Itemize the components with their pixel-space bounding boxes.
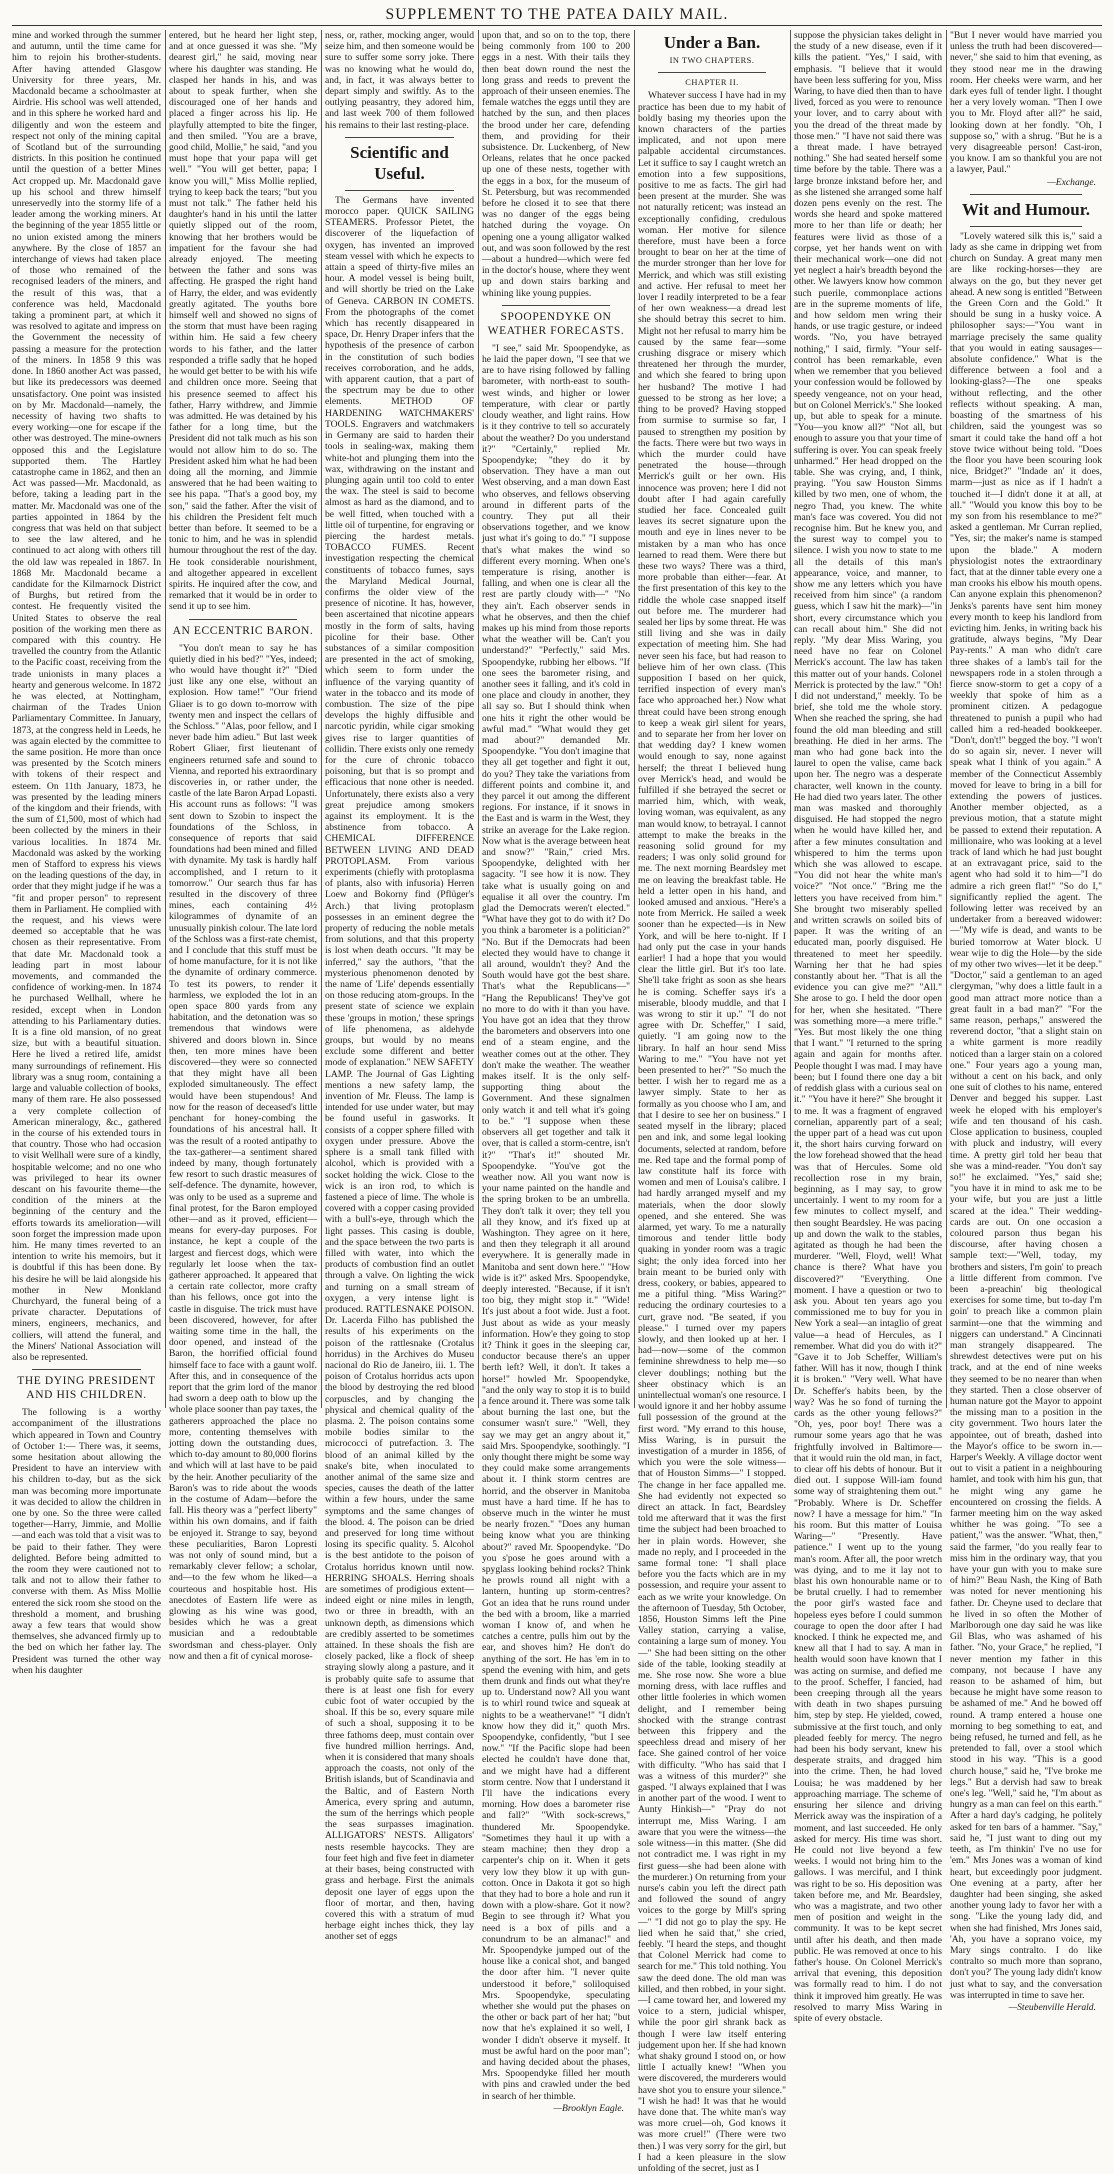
- eccentric-baron-headline: AN ECCENTRIC BARON.: [172, 624, 314, 637]
- scientific-useful-headline: Scientific and Useful.: [350, 142, 449, 183]
- section-rule: [32, 1369, 141, 1370]
- wit-humour-text: "Lovely watered silk this is," said a lady as she came in dripping wet from church on Sunday. A great many men are like rocking-horses—they are always on the go, but they never get ahead. A new song is entitled "Between the Green Corn and the Gold." It should be sung in a husky voice. A philosopher says:—"You want in marriage precisely the same quality that you would in eating sausages—absolute confidence." What is the difference between a fool and a looking-glass?—The one speaks without reflecting, and the other reflects without speaking. A man, boasting of the smartness of his children, said the youngest was so smart it could take the hand off a hot stove twice without being told. "Does the floor you have been scouring look nice, Bridget?" "Indade an' it does, marm—just as nice as if I hadn't a touched it—I didn't done it at all, at all." "Would you know this boy to be my son from his resemblance to me?" asked a gentleman. Mr Curran replied, "Yes, sir; the maker's name is stamped upon the blade." A modern physiologist notes the extraordinary fact, that at the dinner table every one a man crooks his elbow his mouth opens. Can anyone explain this phenomenon? Jenks's parents have sent him money every month to keep his landlord from evicting him. Jenks, in writing back his gratitude, always begins, "My Dear Pay-rents." A man who didn't care three shakes of a lamb's tail for the newspapers rode in a stolen through a fierce snow-storm to get a copy of a weekly that spoke of him as a prominent citizen. A pedagogue threatened to punish a pupil who had called him a red-headed bookkeeper. "Don't, don't!" begged the boy. "I won't do so again sir, never. I never will speak what I think of you again." A member of the Connecticut Assembly moved for leave to bring in a bill for extending the powers of justices. Another member objected, as a previous motion, that a statute might be passed to extend their reputation. A millionaire, who was looking at a level track of land which he had just bought at an extravagant price, said to the agent who had sold it to him—"I do admire a rich green flat!" "So do I," significantly replied the agent. The following letter was received by an undertaker from a bereaved widower:—"My wife is dead, and wants to be buried tomorrow at Water block. U wear wije to dig the Hole—by the side of my other two wives—let it be deep." "Doctor," said a gentleman to an aged clergyman, "why does a little fault in a good man attract more notice than a great fault in a bad man?" "For the same reason, perhaps," answered the reverend doctor, "that a slight stain on a white garment is more readily noticed than a larger stain on a colored one." Four years ago a young man, without a cent on his back, and only one suit of clothes to his name, entered Denver and begged his supper. Last week he eloped with his employer's wife and ten thousand of his cash. Close application to business, coupled with pluck and industry, will every time. A pretty girl told her beau that she was a mind-reader. "You don't say so!" he exclaimed. "Yes," said she; "you have it in mind to ask me to be your wife, but you are just a little scared at the idea." Their wedding-cards are out. On one occasion a coloured parson thus began his discourse, after having chosen a sample text:—"Well, today, my brothers and sisters, I'm goin' to preach a little different from common. I've been a-preachin' big theological exercises for some time, but to-day I'm goin' to preach like a common plain sarmint—one that the wimming and niggers can understand." A Cincinnati man strangely disappeared. The shrewdest detectives were put on his track, and at the end of nine weeks they seemed to be no nearer than when they started. Then a close observer of human nature got the Mayor to appoint the missing man to a position in the city government. Two hours later the appointee, out of breath, dashed into the Mayor's office to be sworn in.—Harper's Weekly. A village doctor went out to visit a patient in a neighbouring hamlet, and took with him his gun, that he might wing any game he encountered on crossing the fields. A farmer meeting him on the way asked whither he was going. "To see a patient," was the answer. "What, then," said the farmer, "do you really fear to miss him in the ordinary way, that you have your gun with you to make sure of him?" Beau Nash, the King of Bath was noted for never mentioning his father. Dr. Cheyne used to declare that he lived in so often the Mother of Marlborough one day said he was like Gil Blas, who was ashamed of his father. "No, your Grace," he replied, "I never mention my father in this company, not because I have any reason to be ashamed of him, but because he might have some reason to be ashamed of me." And he bowed off round. A tramp entered a house one morning to beg something to eat, and being refused, he turned and fell, as he pretended to fall, over a stool which stood in his way. "This is a good church house," said he, "I've broke me legs." But a dervish had saw to break one's leg. "Well," said he, "I'm about as hungry as a man can feel on this earth." After a hard day's cadging, he politely asked for ten bars of a hammer. "Say," said he, "I just want to ding out my teeth, as I'm thinkin' I've no use for 'em." Mrs Jones was a woman of kind heart, but exceedingly poor judgment. One evening at a party, after her daughter had been singing, she asked another young lady to favor her with a song. "Like the young lady did, and when she had finished, Mrs Jones said, 'Ah, you have a soprano voice, my Mary sings contralto. I do like contralto so much more than soprano, don't you?' The young lady didn't know just what to say, and the conversation was interrupted in time to save her.: [950, 230, 1102, 2001]
- wit-humour-headline: Wit and Humour.: [961, 199, 1090, 219]
- column-2: [169, 30, 317, 1662]
- alligator-nests-continued: upon that, and so on to the top, there being commonly from 100 to 200 eggs in a nest. With their tails they then beat down round the nest the long grass and reeds to prevent the approach of their unseen enemies. The female watches the eggs until they are hatched by the sun, and then places the brood under her care, defending them, and providing for their subsistence. Dr. Luckenberg, of New Orleans, relates that he once packed up one of these nests, together with the eggs in a box, for the museum of St. Petersburg, but was recommended before he closed it to see that there was no danger of the eggs being hatched during the voyage. On opening one a young alligator walked out, and was soon followed by the rest—about a hundred—which were fed in the doctor's house, where they went up and down stairs barking and whining like young puppies.: [482, 30, 630, 299]
- column-5: [638, 30, 786, 2174]
- spoopendyke-credit: —Brooklyn Eagle.: [553, 2102, 624, 2114]
- eccentric-baron-text: "You don't mean to say he has quietly died in his bed?" "Yes, indeed; who would have thought it?" "Died just like any one else, without an explosion. How tame!" "Our friend Gliaer is to go down to-morrow with twenty men and inspect the cellars of the Schloss." "Alas, poor fellow, and I never bade him adieu." But last week Robert Gliaer, first lieutenant of engineers returned safe and sound to Vienna, and reported his extraordinary discoveries in, or rather under, the castle of the late Baron Arpad Lopasti. His account runs as follows: "I was sent down to Szobin to inspect the foundations of the Schloss, in consequence of reports that said foundations had been mined and filled with dynamite. My task is hardly half accomplished, and I return to it tomorrow." Our search thus far has resulted in the discovery of three mines, each containing 4½ kilogrammes of dynamite of an unusually pinkish colour. The late lord of the Schloss was a first-rate chemist, and I conclude that this stuff must be of home manufacture, for it is not like the dynamite of ordinary commerce. To test its powers, to render it harmless, we exploded the lot in an open space 800 yards from any habitation, and the detonation was so tremendous that windows were shivered and doors blown in. Since then, ten more mines have been discovered—they were so connected that they might have all been exploded simultaneously. The effect would have been stupendous! And now for the reason of deceased's little penchant for honey-combing the foundations of his ancestral hall. It was the result of a rooted antipathy to the tax-gatherer—a sentiment shared indeed by many, though fortunately few resort to such drastic measures of self-defence. The dynamite, however, was only to be used as a supreme and final protest, for the Baron employed other—and as it proved, efficient—means for every-day purposes. For instance, he kept a couple of the largest and fiercest dogs, which were regularly let loose when the tax-gatherer approached. It appeared that a certain rate collector, more crafty than his fellows, once got into the castle in disguise. The trick must have been discovered, however, for after waiting some time in the hall, the door opened, and instead of the Baron, the horrified official found himself face to face with a gaunt wolf. After this, and in consequence of the report that the grim lord of the manor had sworn a deep oath to blow up the whole place sooner than pay taxes, the gatherers approached the place no more, contenting themselves with jotting down the outstanding dues, which to-day amount to 80,000 florins and which will at last have to be paid by the heir. Another peculiarity of the Baron's was to ride about the woods in the costume of Adam—before the fall. His theory was a "perfect liberty" within his own domains, and if faith be enjoyed it. Strange to say, beyond these peculiarities, Baron Lopresti was not only of sound mind, but a remarkably clever fellow; a scholar, and—to the few whom he liked—a courteous and hospitable host. His anecdotes of Eastern life were as glowing as his wine was good, besides which he was a great musician and a redoubtable swordsman and chess-player. Only now and then a fit of cynical morose-: [169, 642, 317, 1662]
- column-1: [12, 30, 161, 1676]
- section-rule: [189, 619, 297, 620]
- column-7: [950, 30, 1102, 2013]
- section-rule: [345, 137, 454, 138]
- dying-president-headline: THE DYING PRESIDENT AND HIS CHILDREN.: [17, 1375, 156, 1402]
- section-rule: [970, 194, 1082, 195]
- column-6: [794, 30, 942, 2024]
- scientific-useful-text: The Germans have invented morocco paper. QUICK SAILING STEAMERS. Professor Pietet, the discoverer of the liquefaction of oxygen, has invented an improved steam vessel with which he expects to attain a speed of thirty-five miles an hour. A model vessel is being built, and will shortly be tried on the Lake of Geneva. CARBON IN COMETS. From the photographs of the comet which has recently disappeared in space, Dr. Henry Draper infers that the hypothesis of the presence of carbon in the constitution of such bodies receives corroboration, and he adds, with apparent caution, that a part of the spectrum may be due to other elements. METHOD OF HARDENING WATCHMAKERS' TOOLS. Engravers and watchmakers in Germany are said to harden their tools in sealing-wax, making them white-hot and plunging them into the wax, withdrawing on the instant and plunging again until too cold to enter the wax. The steel is said to become almost as hard as the diamond, and to be well fitted, when touched with a little oil of turpentine, for engraving or piercing the hardest metals. TOBACCO FUMES. Recent investigation respecting the chemical constituents of tobacco fumes, says the Maryland Medical Journal, confirms the older view of the presence of nicotine. It has, however, been ascertained that nicotine appears mostly in the form of salts, having picoline for their base. Other substances of a similar composition are presented in the act of smoking, which seem to form under the influence of the varying quantity of water in the tobacco and its mode of combustion. The size of the pipe develops the highly diffusible and narcotic pyridin, while cigar smoking gives rise to larger quantities of collidin. There exists only one remedy for the cure of chronic tobacco poisoning, but that is so prompt and efficacious that none other is needed. Unfortunately, there exists also a very great prejudice among smokers against its employment. It is the abstinence from tobacco. A CHEMICAL DIFFERENCE BETWEEN LIVING AND DEAD PROTOPLASM. From various experiments (chiefly with protoplasma of plants, also with infusoria) Herren Loew and Bokorny find (Pflüger's Arch.) that living protoplasm possesses in an eminent degree the property of reducing the noble metals from solutions, and that this property is lost when death occurs. "It may be inferred," say the authors, "that the mysterious phenomenon denoted by the name of 'Life' depends essentially on those reducing atom-groups. In the present state of science we explain these 'groups in motion,' these springs of life phenomena, as aldehyde groups, but would by no means exclude some different and better mode of explanation." NEW SAFETY LAMP. The Journal of Gas Lighting mentions a new safety lamp, the invention of Mr. Fleuss. The lamp is intended for use under water, but may be found useful in gasworks. It consists of a copper sphere filled with oxygen under pressure. Above the sphere is a small tank filled with alcohol, which is provided with a socket holding the wick. Close to the wick is an iron rod, to which is fastened a piece of lime. The whole is covered with a copper casing provided with a bull's-eye, through which the light passes. This casing is double, and the space between the two parts is filled with water, into which the products of combustion find an outlet through a valve. On lighting the wick and turning on a small stream of oxygen, a very intense light is produced. RATTLESNAKE POISON. Dr. Lacerda Filho has published the results of his experiments on the poison of the rattlesnake (Crotalus horridus) in the Archives do Museu nacional do Rio de Janeiro, iii. 1. The poison of Crotalus horridus acts upon the blood by destroying the red blood corpuscles, and by changing the physical and chemical quality of the plasma. 2. The poison contains some mobile bodies similar to the micrococci of putrefaction. 3. The blood of an animal killed by the snake's bite, when inoculated to another animal of the same size and species, causes the death of the latter within a few hours, under the same symptoms and the same changes of the blood. 4. The poison can be dried and preserved for long time without losing its specific quality. 5. Alcohol is the best antidote to the poison of Crotalus horridus known until now. HERRING SHOALS. Herring shoals are sometimes of prodigious extent—indeed eight or nine miles in length, two or three in breadth, with an unknown depth, as dimensions which are credibly asserted to be sometimes attained. In these shoals the fish are closely packed, like a flock of sheep straying slowly along a pasture, and it is probably quite safe to assume that there is at least one fish for every cubic foot of water occupied by the shoal. If this be so, every square mile of such a shoal, supposing it to be three fathoms deep, must contain over five hundred million herrings. And, when it is considered that many shoals approach the coasts, not only of the British islands, but of Scandinavia and the Baltic, and of Eastern North America, every spring and autumn, the sum of the herrings which people the seas surpasses imagination. ALLIGATORS' NESTS. Alligators' nests resemble haycocks. They are four feet high and five feet in diameter at their bases, being constructed with grass and herbage. First the animals deposit one layer of eggs upon the floor of mortar, and then, having covered this with a stratum of mud herbage eight inches thick, they lay another set of eggs: [325, 194, 474, 1943]
- column-rule: [321, 30, 322, 1408]
- wit-humour-credit: —Steubenville Herald.: [1008, 2001, 1096, 2013]
- masthead: SUPPLEMENT TO THE PATEA DAILY MAIL.: [385, 6, 729, 23]
- column-rule: [946, 30, 947, 1408]
- section-rule: [502, 305, 610, 306]
- masthead-rule: [12, 25, 1102, 26]
- under-a-ban-headline: Under a Ban.: [663, 33, 761, 52]
- column-rule: [478, 30, 479, 1408]
- under-a-ban-ending: "But I never would have married you unless the truth had been discovered—never," she said to him that evening, as they stood near me in the drawing room. Her cheeks were warm, and her dark eyes full of tender light. I thought her a very lovely woman. "Then I owe you to Mr. Floyd after all?" he said, looking down at her fondly. "Oh, I suppose so," with a shrug. "But he is a very disagreeable person! Cast-iron, you know. I am so thankful you are not a lawyer, Paul.": [950, 30, 1102, 176]
- under-a-ban-subtitle: IN TWO CHAPTERS.: [669, 56, 755, 65]
- under-a-ban-text: Whatever success I have had in my practice has been due to my habit of boldly basing my theories upon the known characters of the parties implicated, and not upon mere palpable accidental circumstances. Let it suffice to say I caught wretch an emotion into a few suppositions, positive to me as facts. The girl had been present at the murder. She was not naturally reticent; was instead an exceptionally confiding, credulous woman. Her motive for silence therefore, must have been a force brought to bear on her at the time of the murder stronger than her love for Merrick, and which was still existing and active. Her refusal to meet her lover I readily interpreted to be a fear of her own weakness—a dread lest she should betray this secret to him. Might not her refusal to marry him be caused by the same fear—some crushing disgrace or misery which threatened her through the murder, and which she feared to bring upon her husband? The motive I had guessed to be strong as her love; a thing to be proved? Having stopped from surmise to surmise so far, I paused to strengthen my position by the facts. There were but two ways in which the murder could have penetrated the house—through Merrick's guilt or her own. His innocence was proven; here I did not doubt after I had again carefully studied her face. Concealed guilt leaves its secret signature upon the mouth and eye in lines never to be mistaken by a man who has once learned to read them. Were there but these two ways? There was a third, more probable than either—fear. At the first presentation of this key to the riddle the whole case snapped itself out before me. The murderer had sealed her lips by some threat. He was still living and she was in daily expectation of meeting him. She had never seen his face, but had reason to believe him of her own class. (This supposition I based on her quick, terrified inspection of every man's face who approached her.) Now what threat could have been strong enough to keep a weak girl silent for years, and to separate her from her lover on that wedding day? I knew women would enough to say, none against herself; the threat I believed hung over Merrick's head, and would be fulfilled if she betrayed the secret or married him, which, with weak, loving woman, was equivalent, as any man would know, to betrayal. I cannot attempt to make the breaks in the reasoning solid ground for my readers; I was only solid ground for me. The next morning Beardsley met me on leaving the breakfast table. He held a letter open in his hand, and looked amused and anxious. "Here's a note from Merrick. He sailed a week sooner than he expected—is in New York, and will be here to-night. If I had only put the case in your hands earlier! I had a hope that you would clear the little girl. But it's too late. She'll take fright as soon as she hears he is coming. Scheffer says it's a miserable, bloody muddle, and that I was wrong to stir it up." "I do not agree with Dr. Scheffer," I said, quietly. "I am going now to the library. In half an hour send Miss Waring to me." "You have not yet been presented to her?" "So much the better. I wish her to regard me as a lawyer simply. State to her as formally as you choose who I am, and that I desire to see her on business." I seated myself in the library; placed pen and ink, and some legal looking documents, selected at random, before me. Red tape and the formal pomp of law constitute half its force with women and men of Louisa's calibre. I had hardly arranged myself and my materials, when the door slowly opened, and she entered. She was alarmed, yet wary. To me a naturally timorous and tender little body quaking in yonder room was a tragic sight; the only idea forced into her brain meant to be buried only with dress, cookery, or babies, appeared to me a pitiful thing. "Miss Waring?" reducing the ordinary courtesies to a curt, grave nod. "Be seated, if you please." I turned over my papers slowly, and then looked up at her. I had—now—some of the common feminine shrewdness to help me—so clever doublings; nothing but the sheer obstinacy which is an unintellectual woman's one resource. I would ignore it and her hobby assume full possession of the ground at the first word. "My errand to this house, Miss Waring, is in pursuit the investigation of a murder in 1856, of which you were the sole witness—that of Houston Simms—" I stopped. The change in her face appalled me. She had evidently not expected so direct an attack. In fact, Beardsley told me afterward that it was the first time the subject had been broached to her in plain words. However, she made no reply, and I proceeded in the same formal tone: "I shall place before you the facts which are in my possession, and require your assent to each as we write your knowledge. On the afternoon of Tuesday, 5th October, 1856, Houston Simms left the Pine Valley station, carrying a valise, containing a large sum of money. You—" She had been sitting on the other side of the table, looking steadily at me. She rose now. She wore a blue morning dress, with lace ruffles and other little fooleries in which women delight, and I remember being shocked with the strange contrast between this frippery and the speechless dread and misery of her face. She gained control of her voice with difficulty. "Who has said that I was a witness of this murder?" she gasped. "I always explained that I was in another part of the wood. I went to Aunty Hinkish—" "Pray do not interrupt me, Miss Waring. I am aware that you were the witness—the sole witness—in this matter. (She did not contradict me. I was right in my first guess—she had been alone with the murderer.) On returning from your nurse's cabin you left the direct path and followed the sound of angry voices to the gorge by Mill's spring—" "I did not go to play the spy. He lied when he said that," she cried, feebly. "I heard the steps, and thought that Colonel Merrick had come to search for me." This told nothing. You saw the deed done. The old man was killed, and then robbed, in your sight.—I came toward her, and lowered my voice to a stern, judicial whisper, while the poor girl shrank back as though I were law itself entering judgement upon her. If she had known what shaky ground I stood on, or how little I actually knew! "When you were discovered, the murderers would have shot you to ensure your silence." "I wish he had! It was that he would have done that. The white man's way was more cruel—oh, God knows it was more cruel!" (There were two then.) I was very sorry for the girl, but I had a keen pleasure in the slow unfolding of the secret, just as I: [638, 90, 786, 2174]
- column-rule: [165, 30, 166, 1408]
- spoopendyke-headline: SPOOPENDYKE ON WEATHER FORECASTS.: [487, 310, 625, 337]
- column-4: [482, 30, 630, 2114]
- macdonald-obituary-text: mine and worked through the summer and autumn, until the time came for him to rejoin his brother-students. After having attended Glasgow University for three years, Mr. Macdonald became a schoolmaster at Airdrie. His school was well attended, and in this sphere he worked hard and diligently and won the esteem and respect not only of the mining capital of Scotland but of the surrounding districts. In this position he continued until the question of a better Mines Act cropped up. Mr. Macdonald gave up his school and threw himself unreservedly into the stormy life of a leader among the working miners. At the beginning of the year 1855 little or no union existed among the miners anywhere. By the close of 1857 an interchange of views had taken place of those who remained of the recognised leaders of the miners, and the result of this was, that a conference was held, Macdonald taking a prominent part, at which it was resolved to agitate and impress on the Government the necessity of passing a measure for the protection of the miners. In 1858 9 this was done. In 1860 another Act was passed, but like its predecessors was deemed unsatisfactory. One point was insisted on by Mr. Macdonald—namely, the necessity of having two shafts to every working—one for escape if the other was destroyed. The mine-owners opposed this and the Legislature supported them. The Hartley catastrophe came in 1862, and then an Act was passed—Mr. Macdonald, as before, taking a leading part in the matter. Mr. Macdonald was one of the parties appointed in 1864 by the congress that was held on that subject to see the law altered, and he continued to act along with others till the old law was repealed in 1867. In 1868 Mr. Macdonald became a candidate for the Kilmarnock District of Burghs, but retired from the contest. He frequently visited the United States to observe the real position of the working men there as compared with this country. He travelled the country from the Atlantic to the Pacific coast, receiving from the trade unionists in many places a hearty and generous welcome. In 1872 he was elected, at Nottingham, chairman of the Trades Union Parliamentary Committee. In January, 1873, at the congress held in Leeds, he was again elected by the committee to the same position. He more than once was presented by the Scotch miners with tokens of their respect and esteem. On 11th January, 1873, he was presented by the leading miners of the kingdom and their friends, with the sum of £1,500, most of which had been collected by the miners in their various localities. In 1874 Mr. Macdonald was asked by the working men of Stafford to express his views on the leading questions of the day, in order that they might judge if he was a "fit and proper person" to represent them in Parliament. He complied with the request, and his views were deemed so acceptable that he was chosen as their representative. From that date Mr. Macdonald took a leading part in most labour movements, and commanded the confidence of working-men. In 1874 he purchased Wellhall, where he resided, except when in London attending to his Parliamentary duties. It is a fine old mansion, of no great size, but with a beautiful situation. Here he lived a retired life, amidst many surroundings of refinement. His library was a snug room, containing a large and valuable collection of books, many of them rare. He also possessed a very complete collection of American mineralogy, &c., gathered in the course of his extended tours in that country. Those who had occasion to visit Wellhall were sure of a kindly, hospitable welcome; and no one who was privileged to hear its owner descant on his favourite theme—the condition of the miners at the beginning of the century and the efforts towards its amelioration—will soon forget the impression made upon him. He many times reverted to an intention to write his memoirs, but it is doubtful if this has been done. By his desire he will be laid alongside his mother in New Monkland Churchyard, the funeral being of a private character. Deputations of miners, engineers, mechanics, and colliers, will attend the funeral, and the Miners' National Association will also be represented.: [12, 30, 161, 1363]
- section-rule: [970, 226, 1082, 227]
- spoopendyke-text: "I see," said Mr. Spoopendyke, as he laid the paper down, "I see that we are to have rising followed by falling barometer, with north-east to south-west winds, and higher or lower temperature, with clear or partly cloudy weather, and light rains. How is it they contrive to tell so accurately about the weather? Do you understand it?" "Certainly," replied Mr. Spoopendyke; "they do it by observation. They have a man out West observing, and a man down East who observes, and fellows observing around in different parts of the country. They put all their observations together, and we know just what it's going to do." "I suppose that's what makes the wind so different every morning. When one's temperature is rising, another is falling, and when one is clear all the rest are partly cloudy with—" "No they ain't. Each observer sends in what he observes, and then the chief makes up his mind from those reports what the weather will be. Can't you understand?" "Perfectly," said Mrs. Spoopendyke, rubbing her elbows. "If one sees the barometer rising, and another sees it falling, and it's cold in one place and cloudy in another, they all say so. But I should think when one hits it right the other would be awful mad." "What would they get mad about?" demanded Mr. Spoopendyke. "You don't imagine that they all get together and fight it out, do you? They take the variations from different points and combine it, and they parcel it out among the different regions. For instance, if it snows in the East and is warm in the West, they strike an average for the Lake region. Now what is the average between heat and snow?" "Rain," cried Mrs. Spoopendyke, delighted with her sagacity. "I see how it is now. They take what is usually going on and equalise it all over the country. I'm glad the Democrats weren't elected." "What have they got to do with it? Do you think a barometer is a politician?" "No. But if the Democrats had been elected they would have to change it all around, wouldn't they? And the South would have got the best share. That's what the Republicans—" "Hang the Republicans! They've got no more to do with it than you have. You have got an idea that they throw the barometers and observers into one end of a steam engine, and the weather comes out at the other. They don't make the weather. The weather makes itself. It is the only self-supporting thing about the Government. And these signalmen only watch it and tell what it's going to be." "I suppose when these observers all get together and talk it over, that is called a storm-centre, isn't it?" "That's it!" shouted Mr. Spoopendyke. "You've got the weather now. All you want now is your name painted on the handle and the spring broken to be an umbrella. They don't talk it over; they tell you all they know, and it's fixed up at Washington. They agree on it here, and then they telegraph it all around everywhere. It is generally made in Manitoba and sent down here." "How wide is it?" asked Mrs. Spoopendyke, deeply interested. "Because, if it isn't too big, they might stop it." "Wide! It's just about a foot wide. Just a foot. Just about as wide as your measly information. How'e they going to stop it? Think it goes in the sleeping car, conductor because there's an upper berth left? Well, it don't. It takes a horse!" howled Mr. Spoopendyke, "and the only way to stop it is to build a fence around it. There was some talk about burning the last one, but the consumer wasn't sure." "Well, they say we may get an angry about it," said Mrs. Spoopendyke, soothingly. "I only thought there might be some way they could make some arrangements about it. I think storm centres are horrid, and the observer in Manitoba must have a hard time. If he has to observe much in the winter he must be nearly frozen." "Does any human being know what you are thinking about?" raved Mr. Spoopendyke. "Do you s'pose he goes around with a spyglass looking behind rocks? Think he prowls round all night with a lantern, hunting up storm-centres? Got an idea that he runs round under the bed with a broom, like a married woman I know of, and when he catches a centre, pulls him out by the ear, and shoves him? He don't do anything of the sort. He has 'em in to spend the evening with him, and gets them drunk and finds out what they're up to. Understand now? All you want is to whirl round twice and squeak at nights to be a weathervane!" "I didn't know how they did it," quoth Mrs. Spoopendyke, confidently, "but I see now." "If the Pacific slope had been elected he couldn't have done that, and we might have had a different storm centre. Now that I understand it I'll have the indications every morning. How does a barometer rise and fall?" "With sock-screws," thundered Mr. Spoopendyke. "Sometimes they haul it up with a steam machine; then they drop a carpenter's chip on it. When it gets very low they blow it up with gun-cotton. Once in Dakota it got so high that they had to bore a hole and run it down with a plow-share. Got it now? Begin to see through it? What you need is a box of pills and a conundrum to be an almanac!" and Mr. Spoopendyke jumped out of the house like a conical shot, and banged the door after him. "I never quite understood it before," soliloquised Mrs. Spoopendyke, speculating whether she would put the phases on the other or back part of her hat; "but now that he's explained it so well, I wonder I didn't observe it myself. It must be awful hard on the poor man"; and having decided about the phases, Mrs. Spoopendyke filled her mouth with pins and crawled under the bed in search of her thimble.: [482, 342, 630, 2102]
- section-rule: [658, 72, 766, 73]
- dying-president-text: The following is a worthy accompaniment of the illustrations which appeared in Town and Country of October 1:— There was, it seems, some hesitation about allowing the President to have an interview with his children to-day, but as the sick man was becoming more importunate it was decided to allow the children in one by one. So the three were called together—Harry, Jimmie, and Mollie—and each was told that a visit was to be paid to their father. They were delighted. Before being admitted to the room they were cautioned not to talk and not to allow their father to converse with them. As Miss Mollie entered the sick room she stood on the threshold a moment, and brushing away a few tears that would show themselves, she advanced firmly up to the bed on which her father lay. The President was turned the other way when his daughter: [12, 1407, 161, 1676]
- under-a-ban-continued: suppose the physician takes delight in the study of a new disease, even if it kills the patient. "Yes," I said, with emphasis. "I believe that it would have been less suffering for you, Miss Waring, to have died then than to have lived, forced as you were to renounce your lover, and to carry about with you the dread of the threat made by those men." "I have not said there was a threat made. I have betrayed nothing." She had seated herself some time before by the table. There was a large bronze inkstand before her, and as she listened she arranged some half dozen pens evenly on the rest. The words she heard and spoke mattered more to her than life or death; her features were livid as those of a corpse, yet her hands went on with their mechanical work—one did not yet neglect a hair's breadth beyond the other. We lawyers know how common such puerile, commonplace actions are in the supreme moments of life, and how seldom men wring their hands, or use tragic gesture, or indeed words. "No, you have betrayed nothing," I said, firmly. "Your self-control has been remarkable, even when we remember that you believed your confession would be followed by speedy vengeance, not on your head, but on Colonel Merrick's." She looked up, but able to speak for a minute. "You—you know all?" "Not all, but enough to assure you that your time of suffering is over. You can speak freely unharmed." Her head dropped on the table. She was crying, and, I think, praying. "You saw Houston Simms killed by two men, one of whom, the negro Thad, you knew. The white man's face was covered. You did not recognise him. But he knew you, and the surest way to compel you to silence. I wish you now to state to me all the details of this man's appearance, voice, and manner, to show me any letters which you have received from him since" (a random guess, which I saw hit the mark)—"in short, every circumstance which you can recall about him." She did not reply. "My dear Miss Waring, you need have no fear on Colonel Merrick's account. The law has taken this matter out of your hands. Colonel Merrick is protected by the law." "Oh! I did not understand," meekly. To be brief, she told me the whole story. When she reached the spring, she had found the old man bleeding and still breathing. He died in her arms. The man who had gone back into the laurel to open the valise, came back upon her. The negro was a desperate character, well known in the county. He had died two years later. The other man was masked and thoroughly disguised. He had stopped the negro when he would have killed her, and after a few minutes consultation and whispered to him the terms upon which she was allowed to escape. "You did not hear the white man's voice?" "Not once." "Bring me the letters you have received from him." She brought two miserably spelled and written scrawls on soiled bits of paper. It was the writing of an educated man, poorly disguised. He threatened to meet her speedily. Warning her that he had spies constantly about her. "That is all the evidence you can give me?" "All." She arose to go. I held the door open for her, when she hesitated. "There was something more—a mere trifle." "Yes. But most likely the one thing that I want." "I returned to the spring again and again for months after. People thought I was mad. I may have been; but I found there one day a bit of reddish glass with a curious seal on it." "You have it here?" She brought it to me. It was a fragment of engraved cornelian, apparently part of a seal; the upper part of a head was cut upon it, the short hairs curving forward on the low forehead showed that the head was that of Hercules. Some old recollection rose in my brain, beginning, as I may say, to grow uncertainly. I went to my room for a few minutes to collect myself, and then sought Beardsley. He was pacing up and down the walk to the stables, agitated as though he had been the murderer. "Well, Floyd, well! What chance is there? What have you discovered?" "Everything. One moment. I have a question or two to ask you. About ten years ago you commissioned me to buy for you in New York a seal—an intaglio of great value—a head of Hercules, as I remember. What did you do with it?" "Gave it to Job Scheffer, William's father. Will has it now, though I think it is broken." "Very well. What have Dr. Scheffer's habits been, by the way? Was he so fond of turning the cards as the other young fellows?" "Oh, yes, poor boy! There was a rumour some years ago that he was frightfully involved in Baltimore—that it would ruin the old man, in fact, to clear off his debts of honour. But it died out. I suppose Will-iam found some way of straightening them out." "Probably. Where is Dr. Scheffer now? I have a message for him." "In his room. But this matter of Louisa Waring—" "Presently. Have patience." I went up to the young man's room. After all, the poor wretch was dying, and to me it lay not to blast his own honourable name or to be brutal cruelly. I had to remember the poor girl's wasted face and hopeless eyes before I could summon courage to open the door after I had knocked. I think he expected me, and knew all that I had to say. A man in health would soon have known that I was acting on surmise, and defied me to the proof. Scheffer, I fancied, had been creeping through all the years with death in two shapes pursuing him, step by step. He yielded, cowed, submissive at the first touch, and only pleaded feebly for mercy. The negro had been his body servant, knew his desperate straits, and dragged him into the crime. Then, he had loved Louisa; he was maddened by her approaching marriage. The scheme of ensuring her silence and driving Merrick away was the inspiration of a moment, and last succeeded. He only asked for mercy. His time was short. He could not live beyond a few weeks. I would not bring him to the gallows. I was merciful, and I think was right to be so. His deposition was taken before me, and Mr. Beardsley, who was a magistrate, and two other men of position and weight in the community. It was to be kept secret until after his death, and then made public. He was removed at once to his father's house. On Colonel Merrick's arrival that evening, this deposition was formally read to him. I do not think it improved him greatly. He was resolved to marry Miss Waring in spite of every obstacle.: [794, 30, 942, 2024]
- column-3: [325, 30, 474, 1943]
- under-a-ban-chapter: CHAPTER II.: [685, 78, 739, 88]
- column-rule: [790, 30, 791, 1408]
- under-a-ban-credit: —Exchange.: [1047, 176, 1096, 188]
- dying-president-continued: entered, but he heard her light step, and at once guessed it was she. "My dearest girl," he said, moving near where his daughter was standing. He clasped her hands in his, and was about to speak further, when she discouraged one of her hands and placed a finger across his lip. He playfully attempted to bite the finger, and then smiled. "You are a brave, good child, Mollie," he said, "and you must hope that your papa will get well." "You will get better, papa; I know you will," Miss Mollie replied, trying to keep back the tears; "but you must not talk." The father held his daughter's hand in his until the latter quietly slipped out of the room, knowing that her brothers would be impatient for the favour she had already enjoyed. The meeting between the father and sons was affecting. He grasped the right hand of Harry, the elder, and was evidently greatly agitated. The youths bore himself well and showed no signs of the storm that must have been raging within him. He said a few cheery words to his father, and the latter responded a trifle sadly that he hoped he would get better to be with his wife and children once more. Seeing that his presence seemed to affect his father, Harry withdrew, and Jimmie was admitted. He was detained by his father for a long time, but the President did not talk much as his son would not allow him to do so. The President asked him what he had been doing all the morning, and Jimmie answered that he had been waiting to see his papa. "That's a good boy, my son," said the father. After the visit of his children the President felt much better than before. It seemed to be a tonic to him, and he was in splendid humour throughout the rest of the day. He took considerable nourishment, and altogether appeared in excellent spirits. He inquired after the cow, and remarked that it would be in order to send it up to see him.: [169, 30, 317, 613]
- eccentric-baron-continued: ness, or, rather, mocking anger, would seize him, and then someone would be sure to suffer some sorry joke. There was no knowing what he would do, and, in fact, it was always better to depart simply and swiftly. As to the outlying peasantry, they adored him, and last week 700 of them followed his remains to their last resting-place.: [325, 30, 474, 131]
- column-rule: [634, 30, 635, 1408]
- section-rule: [345, 190, 454, 191]
